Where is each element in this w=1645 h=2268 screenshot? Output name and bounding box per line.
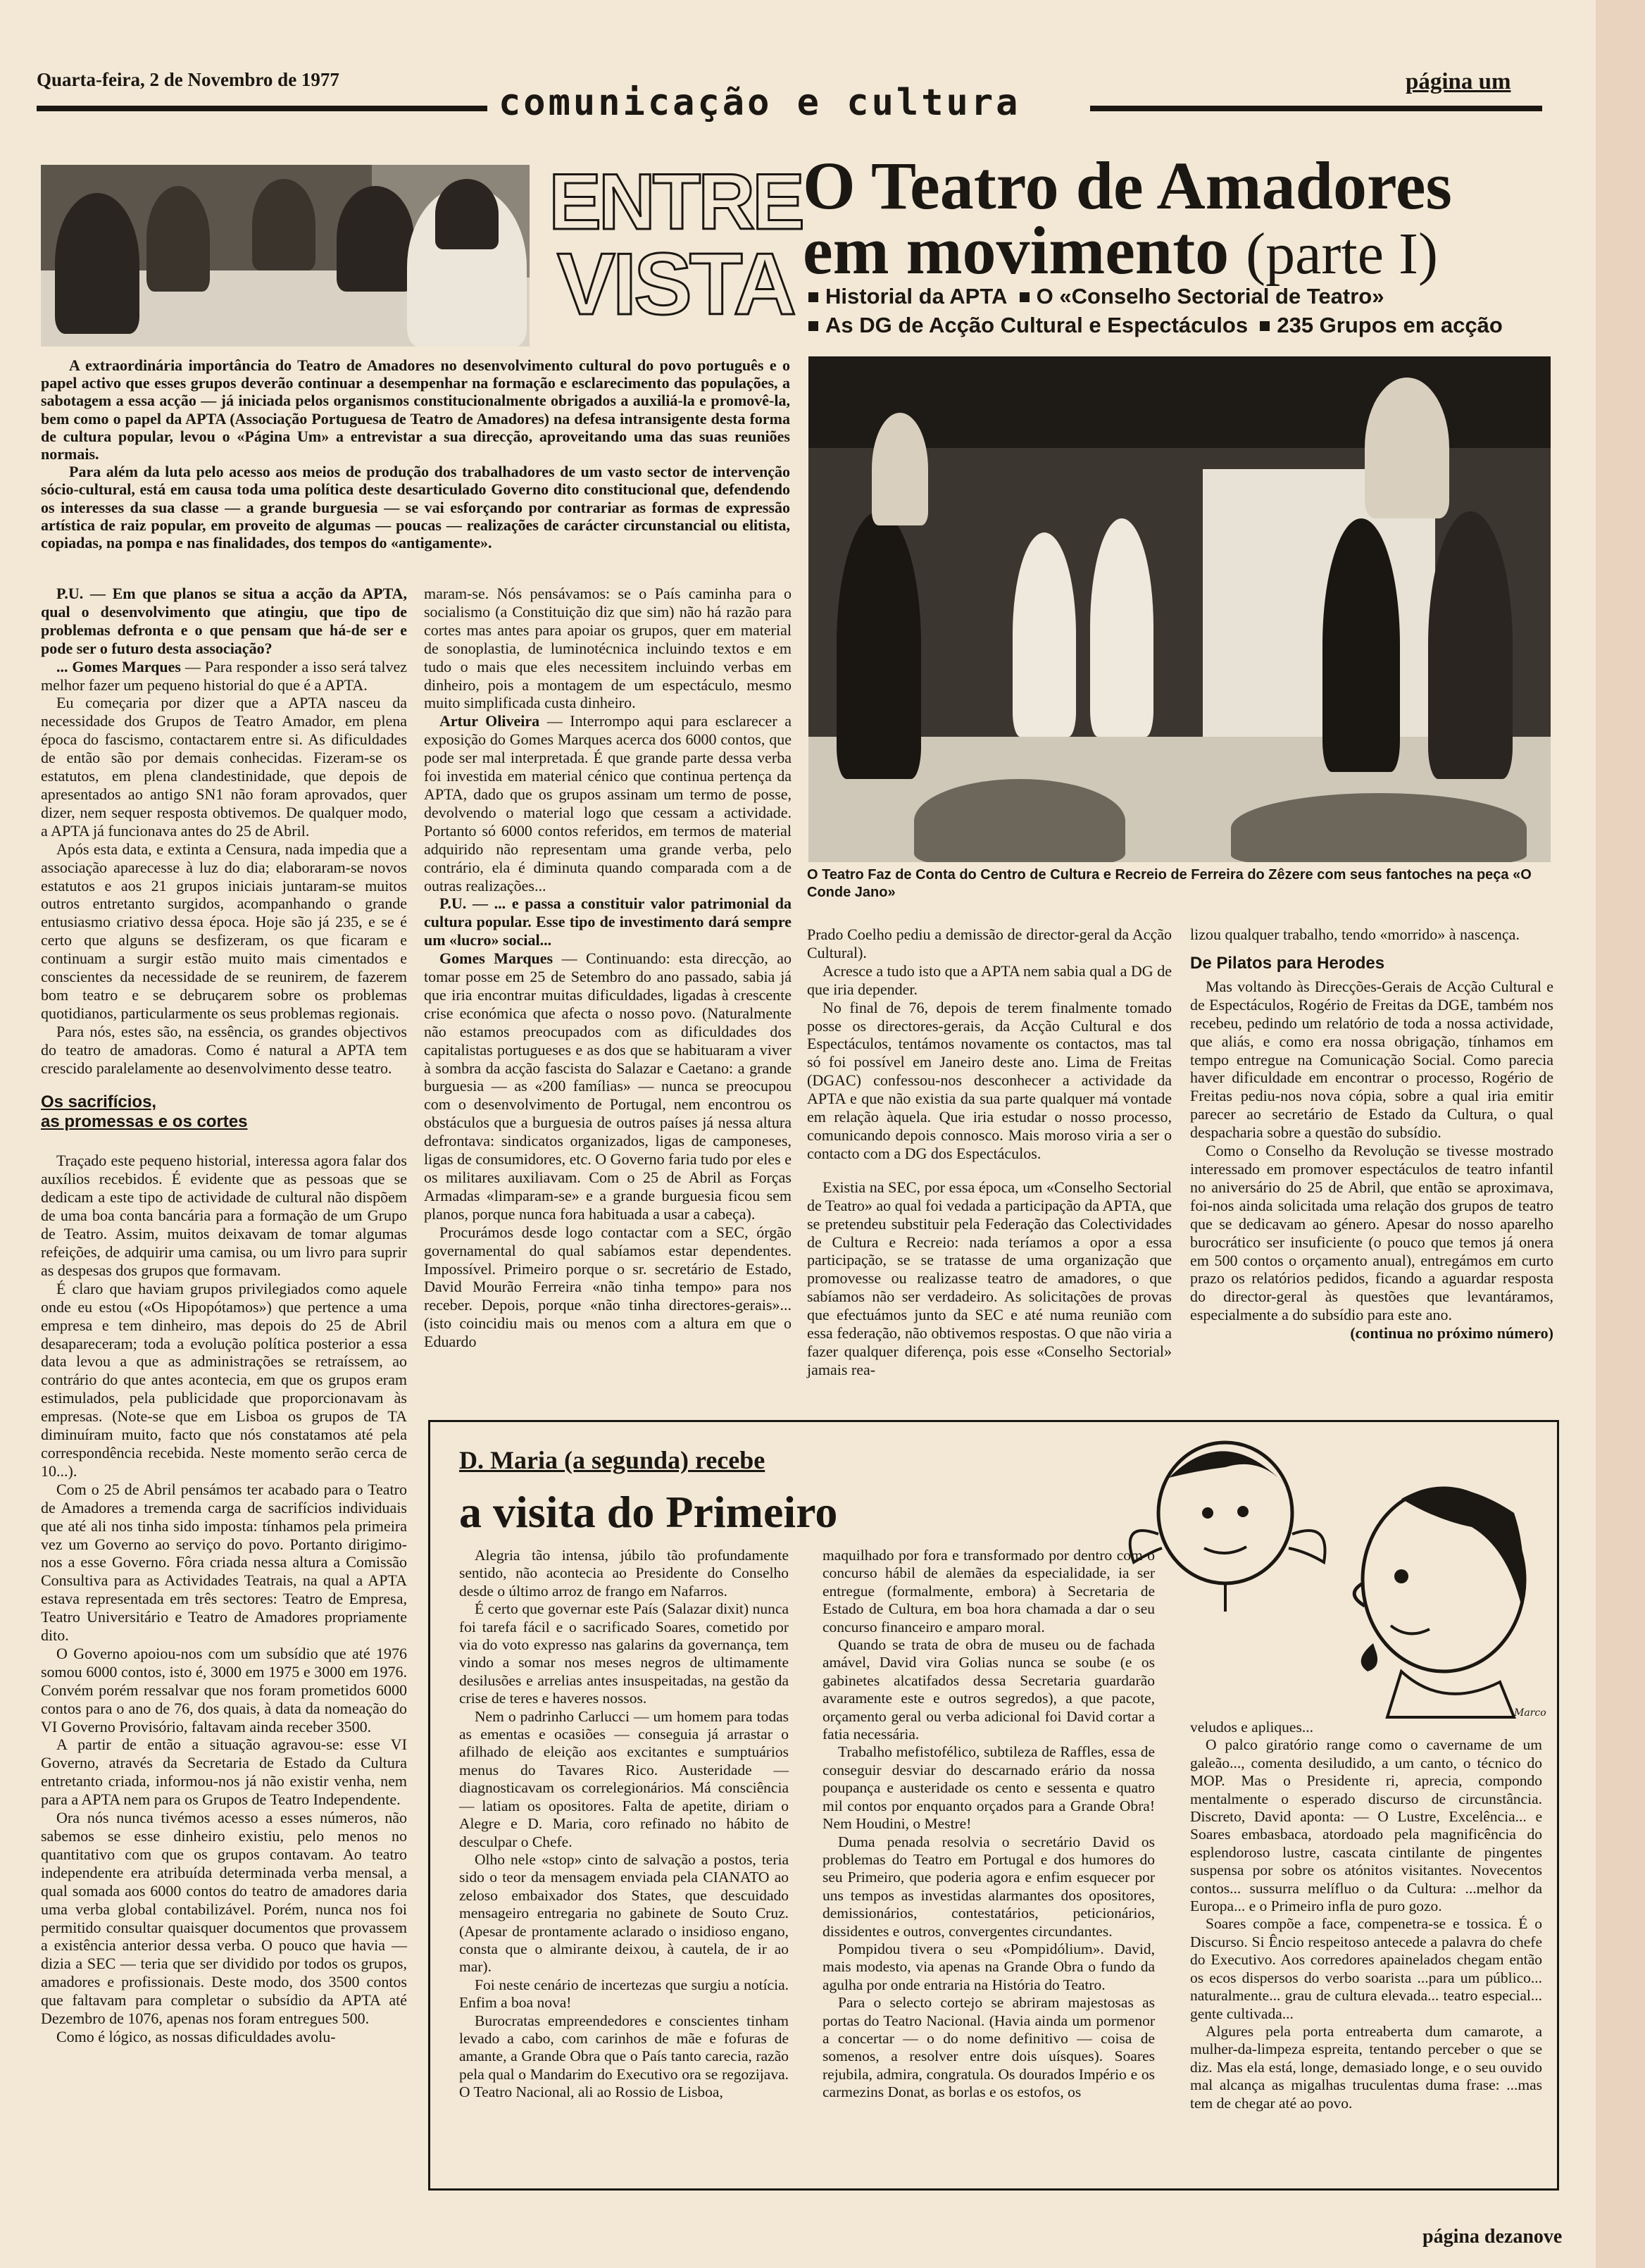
article-headline: O Teatro de Amadores em movimento (parte I): [803, 148, 1452, 288]
article-column-1: P.U. — Em que planos se situa a acção da APTA, qual o desenvolvimento que atingiu, que tipo de problemas defronta e o que pensam que há-de ser e pode ser o futuro desta associação? ... Gomes Marques — Para responder a isso será talvez melhor fazer um pequeno historial do que é a APTA. Eu começaria por dizer que a APTA nasceu da necessidade dos Grupos de Teatro Amador, em plena época do fascismo, contactarem entre si. As dificuldades de então são por demais conhecidas. Fizeram-se os estatutos, em plena clandestinidade, que depois de apresentados ao antigo SN1 não foram aprovados, quer dizer, nem sequer resposta obtivemos. De qualquer modo, a APTA já funcionava antes do 25 de Abril. Após esta data, e extinta a Censura, nada impedia que a associação aparecesse à luz do dia; elaboraram-se novos estatutos e aos 21 grupos iniciais juntaram-se muitos outros entretanto surgidos, acompanhando o grande entusiasmo criativo dessa época. Hoje são já 235, e se é certo que alguns se desfizeram, os que ficaram e continuam a surgir estão muito mais cimentados e conscientes da necessidade de se reunirem, de fazerem bom teatro e se debruçarem sobre os problemas quotidianos, particularmente os seus problemas regionais. Para nós, estes são, na essência, os grandes objectivos do teatro de amadoras. Como é natural a APTA tem crescido paralelamente ao desenvolvimento desse teatro. Os sacrifícios, as promessas e os cortes Traçado este pequeno historial, interessa agora falar dos auxílios recebidos. É evidente que as pessoas que se dedicam a este tipo de actividade de cultural não dispõem de uma boa conta bancária para a formação de um Grupo de Teatro. Assim, muitos deixavam de tomar algumas refeições, de adquirir uma camisa, ou um livro para suprir as despesas dos grupos que formavam. É claro que haviam grupos privilegiados como aquele onde eu estou («Os Hipopótamos») que pertence a uma empresa e tem dinheiro, mas depois do 25 de Abril desapareceram; toda a evolução política posterior a essa data levou a que as administrações se retraíssem, ao contrário do que antes acontecia, em que os grupos eram estimulados, pela publicidade que proporcionavam às empresas. (Note-se que em Lisboa os grupos de TA diminuíram muito, facto que nós constatamos até pela correspondência recebida. Neste momento serão cerca de 10...). Com o 25 de Abril pensámos ter acabado para o Teatro de Amadores a tremenda carga de sacrifícios individuais que até ali nos tinha sido imposta: tínhamos pela primeira vez um Governo ao serviço do povo. Portanto dirigimo-nos a esse Governo. Fôra criada nessa altura a Comissão Consultiva para as Actividades Teatrais, na qual a APTA estava representada em três sectores: Teatro de Empresa, Teatro Universitário e Teatro de Amadores propriamente dito. O Governo apoiou-nos com um subsídio que até 1976 somou 6000 contos, isto é, 3000 em 1975 e 3000 em 1976. Convém porém ressalvar que nos foram prometidos 6000 contos para o ano de 76, dos quais, à data da nomeação do VI Governo Provisório, faltavam ainda receber 3500. A partir de então a situação agravou-se: esse VI Governo, através da Secretaria de Estado da Cultura entretanto criada, informou-nos já não existir venha, nem para a APTA nem para os Grupos de Teatro Independente. Ora nós nunca tivémos acesso a esses números, não sabemos se esse dinheiro existiu, pelo menos no quantitativo com que os grupos contavam. Ao teatro independente era atribuída determinada verba mensal, a qual somada aos 6000 contos do teatro de amadores daria uma verba global contabilizável. Porém, nunca nos foi permitido consultar quaisquer documentos que provassem a existência anterior dessa verba. O pouco que havia — dizia a SEC — teria que ser dividido por todos os grupos, amadores e profissionais. Deste modo, dos 3500 contos que faltavam para completar o subsídio da APTA até Dezembro de 1076, apenas nos foram entregues 500. Como é lógico, as nossas dificuldades avolu-: [41, 585, 407, 2045]
theatre-photo: [808, 356, 1551, 862]
interview-photo: [41, 165, 530, 347]
article-column-3: Prado Coelho pediu a demissão de director-geral da Acção Cultural). Acresce a tudo isto que a APTA nem sabia qual a DG de que iria depender. No final de 76, depois de terem finalmente tomado posse os directores-gerais, da Acção Cultural e dos Espectáculos, tentámos novamente os contactos, mas tal só foi possível em Janeiro deste ano. Lima de Freitas (DGAC) confessou-nos desconhecer a actividade da APTA e que não existia da sua parte qualquer má vontade em relação àquela. Que iria estudar o nosso processo, comunicando depois connosco. Mais moroso viria a ser o contacto com a DG dos Espectáculos. Existia na SEC, por essa época, um «Conselho Sectorial de Teatro» ao qual foi vedada a participação da APTA, que se pretendeu substituir pela Federação das Colectividades de Cultura e Recreio: nada teríamos a opor a essa participação, se se tratasse de uma organização que promovesse ou realizasse teatro de amadores, o que sabíamos não ser verdadeiro. As solicitações de provas que efectuámos junto da SEC e até numa reunião com essa federação, não obtivemos respostas. O que não viria a fazer qualquer diferença, pois esse «Conselho Sectorial» jamais rea-: [807, 926, 1172, 1378]
box-column-2: maquilhado por fora e transformado por dentro com o concurso hábil de alemães da especialidade, ia ser entregue (formalmente, embora) à Secretaria de Estado de Cultura, em boa hora chamada a dar o seu concurso financeiro e amparo moral. Quando se trata de obra de museu ou de fachada amável, David vira Golias nunca se soube (e os gabinetes alcatifados dessa Secretaria guardarão avaramente este e outros segredos), a que pacote, orçamento geral ou verba adicional foi David cortar a fatia necessária. Trabalho mefistofélico, subtileza de Raffles, essa de conseguir desviar do descarnado erário da nossa poupança e austeridade os cento e sessenta e quatro mil contos por enquanto orçados para a Grande Obra! Nem Houdini, o Mestre! Duma penada resolvia o secretário David os problemas do Teatro em Portugal e dos humores do seu Primeiro, que poderia agora e enfim esquecer por uns tempos as investidas alarmantes dos opositores, demissionários, contestatários, peticionários, dissidentes e outros, convergentes circundantes. Pompidou tivera o seu «Pompidólium». David, mais modesto, via apenas na Grande Obra o fundo da agulha por onde entraria na História do Teatro. Para o selecto cortejo se abriram majestosas as portas do Teatro Nacional. (Havia ainda um pormenor a concertar — o do nome definitivo — coisa de somenos, a resolver entre dois uísques). Soares rejubila, admira, congratula. Os dourados Império e os carmezins Donat, as borlas e os estofos, os: [822, 1547, 1155, 2101]
section-title: comunicação e cultura: [499, 82, 1021, 124]
header-rule-left: [37, 106, 487, 111]
issue-date: Quarta-feira, 2 de Novembro de 1977: [37, 69, 339, 90]
photo-caption: O Teatro Faz de Conta do Centro de Cultura e Recreio de Ferreira do Zêzere com seus fantoches na peça «O Conde Jano»: [807, 867, 1532, 900]
continued-note: (continua no próximo número): [1350, 1324, 1553, 1342]
header-rule-right: [1090, 106, 1542, 111]
svg-text:Marco: Marco: [1514, 1707, 1546, 1719]
subheading-sacrificios: Os sacrifícios, as promessas e os cortes: [41, 1092, 248, 1132]
subheading-pilatos: De Pilatos para Herodes: [1190, 953, 1385, 973]
page-label: página um: [1406, 69, 1511, 94]
box-kicker: D. Maria (a segunda) recebe: [459, 1446, 765, 1474]
article-subtitle: Historial da APTA O «Conselho Sectorial de Teatro» As DG de Acção Cultural e Espectáculos 235 Grupos em acção: [808, 282, 1618, 339]
caricature-cartoon: [1120, 1428, 1546, 1724]
article-intro: A extraordinária importância do Teatro de Amadores no desenvolvimento cultural do povo português e o papel activo que esses grupos deverão continuar a desempenhar na formação e esclarecimento das populações, a sabotagem a essa acção — já iniciada pelos organismos constitucionalmente obrigados a auxiliá-la e promovê-la, bem como o papel da APTA (Associação Portuguesa de Teatro de Amadores) na defesa intransigente desta forma de cultura popular, levou o «Página Um» a entrevistar a sua direcção, aproveitando uma das suas reuniões normais. Para além da luta pelo acesso aos meios de produção dos trabalhadores de um vasto sector de intervenção sócio-cultural, está em causa toda uma política deste desarticulado Governo dito constitucional que, defendendo os interesses da sua classe — a grande burguesia — se vai esforçando por contrariar as formas de expressão artística de raiz popular, em proveito de algumas — poucas — realizações de carácter circunstancial ou elitista, copiadas, na pompa e nas finalidades, dos tempos do «antigamente».: [41, 356, 790, 552]
box-column-3: veludos e apliques... O palco giratório range como o cavername de um galeão..., comenta desiludido, a um canto, o técnico do MOP. Mas o Presidente ri, aprecia, compondo mentalmente o esperado discurso de circunstância. Discreto, David aponta: — O Lustre, Excelência... e Soares embasbaca, atordoado pela magnificência do esplendoroso lustre, cascata cintilante de pingentes suspensa por sobre os atónitos visitantes. Novecentos contos... sussurra melífluo o da Cultura: ...melhor da Europa... e o Primeiro infla de puro gozo. Soares compõe a face, compenetra-se e tossica. É o Discurso. Si Êncio respeitoso antecede a palavra do chefe do Executivo. Aos corredores apainelados chegam então os ecos dispersos do verbo soarista ...para um público... naturalmente... grau de cultura elevada... teatro especial... gente cultivada... Algures pela porta entreaberta dum camarote, a mulher-da-limpeza espreita, tentando perceber o que se diz. Mas ela está, longe, demasiado longe, e o seu ouvido mal alcança as migalhas truculentas duma frase: ...mas tem de chegar até ao povo.: [1190, 1719, 1542, 2112]
article-column-4: lizou qualquer trabalho, tendo «morrido» à nascença. De Pilatos para Herodes Mas voltando às Direcções-Gerais de Acção Cultural e de Espectáculos, Rogério de Freitas da DGE, também nos recebeu, pedindo um relatório de toda a nossa actividade, que aliás, e como era nossa obrigação, tínhamos em tempo entregue na Comunicação Social. Como parecia haver dificuldade em encontrar o processo, Rogério de Freitas pediu-nos nova cópia, sobre a qual iria emitir parecer ao secretário de Estado da Cultura, o qual despacharia sobre a questão do subsídio. Como o Conselho da Revolução se tivesse mostrado interessado em promover espectáculos de teatro infantil no aniversário do 25 de Abril, que então se aproximava, foi-nos ainda solicitada uma relação dos grupos de teatro que se dedicavam ao género. Apesar do nosso aparelho burocrático ser insuficiente (o pouco que temos já onera em 500 contos o orçamento anual), entregámos em curto prazo os relatórios pedidos, ficando a aguardar resposta do director-geral às questões que levantáramos, especialmente a do subsídio para este ano. (continua no próximo número): [1190, 926, 1553, 1342]
paper-edge: [1596, 0, 1645, 2268]
box-column-1: Alegria tão intensa, júbilo tão profundamente sentido, não acontecia ao Presidente do Conselho desde o último arroz de frango em Nafarros. É certo que governar este País (Salazar dixit) nunca foi tarefa fácil e o sacrificado Soares, cometido por via do voto expresso nas galarins da governança, tem vindo a somar nos meses negros de ultimamente desilusões e arrelias antes insuspeitadas, na gestão da crise de teres e haveres nossos. Nem o padrinho Carlucci — um homem para todas as ementas e ocasiões — conseguia já arrastar o afilhado de eleição aos excitantes e sumptuários menus do Tavares Rico. Austeridade — diagnosticavam os correlegionários. Má consciência — latiam os opositores. Falta de apetite, diriam o Alegre e D. Maria, coro refinado no hábito de desculpar o Chefe. Olho nele «stop» cinto de salvação a postos, teria sido o teor da mensagem enviada pela CIANATO ao zeloso embaixador dos States, que descuidado mensageiro entregaria no gabinete de Souto Cruz. (Apesar de prontamente aclarado o insidioso engano, consta que o almirante deixou, à cautela, de ir ao mar). Foi neste cenário de incertezas que surgiu a notícia. Enfim a boa nova! Burocratas empreendedores e conscientes tinham levado a cabo, com carinhos de mãe e fofuras de amante, a Grande Obra que o País tanto carecia, razão pela qual o Mandarim do Executivo ora se regozijava. O Teatro Nacional, ali ao Rossio de Lisboa,: [459, 1547, 789, 2101]
article-column-2: maram-se. Nós pensávamos: se o País caminha para o socialismo (a Constituição diz que sim) não há razão para cortes mas antes para apoiar os grupos, quer em material de sonoplastia, de luminotécnica incluindo textos e em tudo o mais que eles necessitem incluindo verbas em dinheiro, pois a montagem de um espectáculo, mesmo muito simplificada custa dinheiro. Artur Oliveira — Interrompo aqui para esclarecer a exposição do Gomes Marques acerca dos 6000 contos, que pode ser mal interpretada. É que grande parte dessa verba foi investida em material cénico que continua pertença da APTA, dado que os grupos assinam um termo de posse, devolvendo o material logo que cessam a actividade. Portanto só 6000 contos referidos, em termos de material adquirido não representam uma grande verba, pelo contrário, ela é diminuta quando comparada com a de outras realizações... P.U. — ... e passa a constituir valor patrimonial da cultura popular. Esse tipo de investimento dará sempre um «lucro» social... Gomes Marques — Continuando: esta direcção, ao tomar posse em 25 de Setembro do ano passado, sabia já que iria encontrar muitas dificuldades, ligadas à crescente crise económica que afecta o nosso povo. (Naturalmente não estamos preocupados com as dificuldades dos capitalistas portugueses e as dos que se habituaram a viver à sombra da acção fascista do Salazar e Caetano: a grande burguesia — as «200 famílias» — nunca se preocupou com o desenvolvimento de Portugal, nem encontrou os obstáculos que a burguesia de outros países já nessa altura defrontava: sindicatos organizados, ligas de camponeses, ligas de consumidores, etc. O Governo faria tudo por eles e os militares auxiliavam. Com o 25 de Abril as Forças Armadas «limparam-se» e a grande burguesia ficou sem planos, porque nunca fora habituada a usar a cabeça). Procurámos desde logo contactar com a SEC, órgão governamental do qual sabíamos estar dependentes. Impossível. Primeiro porque o sr. secretário de Estado, David Mourão Ferreira «não tinha tempo» para nos receber. Depois, porque «não tinha directores-gerais»... (isto coincidiu mais ou menos com a altura em que o Eduardo: [424, 585, 792, 1351]
footer-page-label: página dezanove: [1422, 2226, 1563, 2248]
box-headline: a visita do Primeiro: [459, 1487, 838, 1537]
entrevista-logo: ENTRE VISTA: [549, 158, 802, 333]
